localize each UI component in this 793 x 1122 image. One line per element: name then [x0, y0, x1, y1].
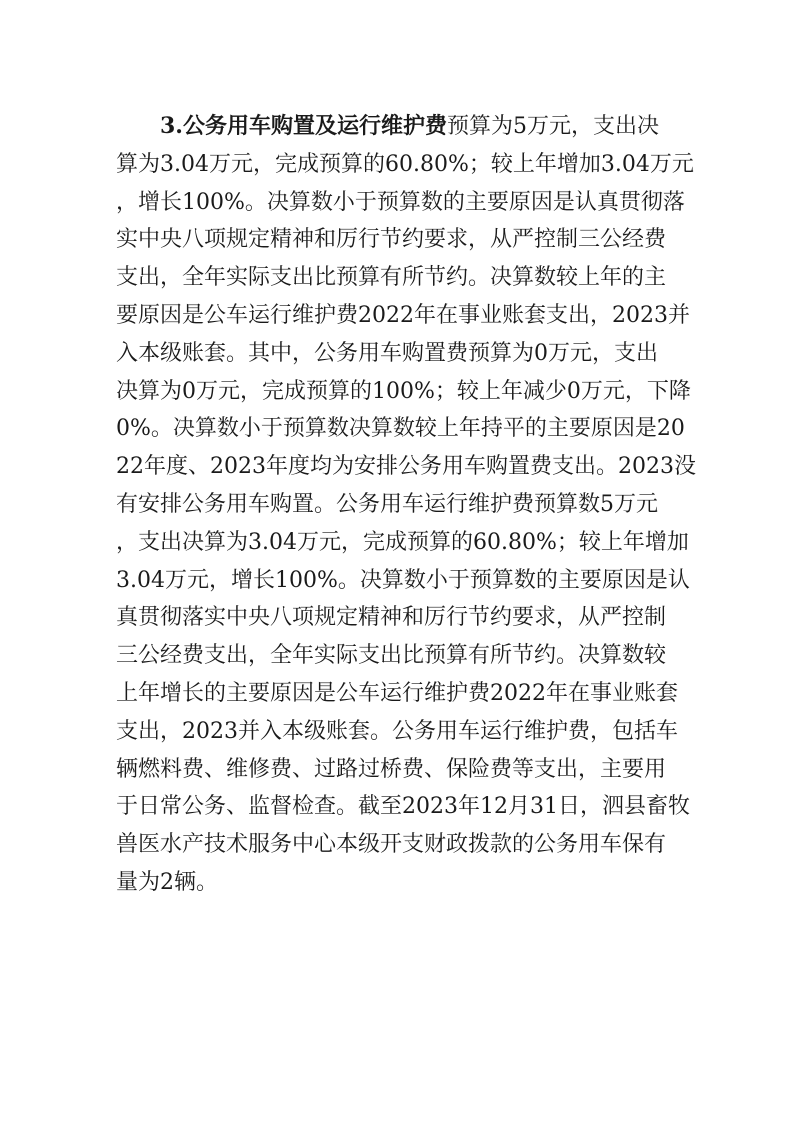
text-line: 决算为0万元，完成预算的100%；较上年减少0万元，下降 — [116, 378, 691, 404]
text-line: 量为2辆。 — [116, 869, 218, 895]
text-line: 辆燃料费、维修费、过路过桥费、保险费等支出，主要用 — [116, 756, 667, 782]
body-paragraph — [116, 108, 696, 902]
text-line: 22年度、2023年度均为安排公务用车购置费支出。2023没 — [116, 454, 696, 480]
text-line: 要原因是公车运行维护费2022年在事业账套支出，2023并 — [116, 302, 690, 328]
text-line: 算为3.04万元，完成预算的60.80%；较上年增加3.04万元 — [116, 151, 694, 177]
text-line: 真贯彻落实中央八项规定精神和厉行节约要求，从严控制 — [116, 605, 667, 631]
text-line: 上年增长的主要原因是公车运行维护费2022年在事业账套 — [116, 680, 678, 706]
text-line: 有安排公务用车购置。公务用车运行维护费预算数5万元 — [116, 491, 658, 517]
text-line: 预算为5万元，支出决 — [446, 114, 659, 139]
paragraph-first-line — [116, 108, 686, 146]
text-line: 支出，2023并入本级账套。公务用车运行维护费，包括车 — [116, 718, 678, 744]
text-line: 实中央八项规定精神和厉行节约要求，从严控制三公经费 — [116, 227, 667, 253]
text-line: 三公经费支出，全年实际支出比预算有所节约。决算数较 — [116, 643, 667, 669]
text-line: 3.04万元，增长100%。决算数小于预算数的主要原因是认 — [116, 567, 690, 593]
text-line: ，增长100%。决算数小于预算数的主要原因是认真贯彻落 — [116, 189, 685, 215]
text-line: 入本级账套。其中，公务用车购置费预算为0万元，支出 — [116, 340, 658, 366]
section-heading: 3.公务用车购置及运行维护费 — [160, 113, 447, 139]
text-line: 于日常公务、监督检查。截至2023年12月31日，泗县畜牧 — [116, 794, 690, 820]
text-line: 0%。决算数小于预算数决算数较上年持平的主要原因是20 — [116, 416, 685, 442]
text-line: 兽医水产技术服务中心本级开支财政拨款的公务用车保有 — [116, 832, 667, 858]
text-line: ，支出决算为3.04万元，完成预算的60.80%；较上年增加 — [116, 529, 689, 555]
text-line: 支出，全年实际支出比预算有所节约。决算数较上年的主 — [116, 265, 667, 291]
